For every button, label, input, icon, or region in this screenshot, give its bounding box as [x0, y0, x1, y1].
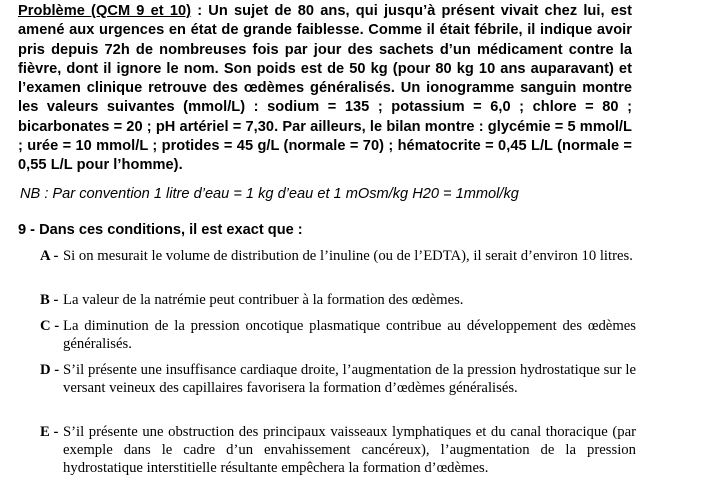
problem-title: Problème (QCM 9 et 10): [18, 3, 192, 19]
option-d-letter: D -: [40, 362, 60, 378]
option-c: [40, 317, 636, 353]
problem-statement: [18, 2, 632, 176]
option-e: [40, 423, 636, 477]
option-c-letter: C -: [40, 318, 60, 334]
option-b: [40, 291, 636, 309]
option-a-text: Si on mesurait le volume de distribution de l’inuline (ou de l’EDTA), il serait d’environ 10 litres.: [63, 248, 633, 264]
option-e-letter: E -: [40, 424, 59, 440]
option-d: [40, 361, 636, 397]
option-b-letter: B -: [40, 292, 59, 308]
option-c-text: La diminution de la pression oncotique plasmatique contribue au développement des œdèmes généralisés.: [63, 318, 636, 352]
option-e-text: S’il présente une obstruction des principaux vaisseaux lymphatiques et du canal thoracique (par exemple dans le cadre d’un envahissement cancéreux), l’augmentation de la pression hydrostatique interstitielle résultante empêchera la formation d’œdèmes.: [63, 424, 636, 476]
option-b-text: La valeur de la natrémie peut contribuer à la formation des œdèmes.: [63, 292, 464, 308]
convention-note: NB : Par convention 1 litre d’eau = 1 kg d’eau et 1 mOsm/kg H20 = 1mmol/kg: [20, 186, 519, 202]
question-title: 9 - Dans ces conditions, il est exact que :: [18, 222, 303, 238]
option-d-text: S’il présente une insuffisance cardiaque droite, l’augmentation de la pression hydrostatique sur le versant veineux des capillaires favorisera la formation d’œdèmes généralisés.: [63, 362, 636, 396]
option-a-letter: A -: [40, 248, 59, 264]
option-a: [40, 247, 636, 265]
problem-text: : Un sujet de 80 ans, qui jusqu’à présent vivait chez lui, est amené aux urgences en état de grande faiblesse. Comme il était fébrile, il indique avoir pris depuis 72h de nombreuses fois par jour des sachets d’un médicament contre la fièvre, dont il ignore le nom. Son poids est de 50 kg (pour 80 kg 10 ans auparavant) et l’examen clinique retrouve des œdèmes généralisés. Un ionogramme sanguin montre les valeurs suivantes (mmol/L) : sodium = 135 ; potassium = 6,0 ; chlore = 80 ; bicarbonates = 20 ; pH artériel = 7,30. Par ailleurs, le bilan montre : glycémie = 5 mmol/L ; urée = 10 mmol/L ; protides = 45 g/L (normale = 70) ; hématocrite = 0,45 L/L (normale = 0,55 L/L pour l’homme).: [18, 3, 632, 174]
